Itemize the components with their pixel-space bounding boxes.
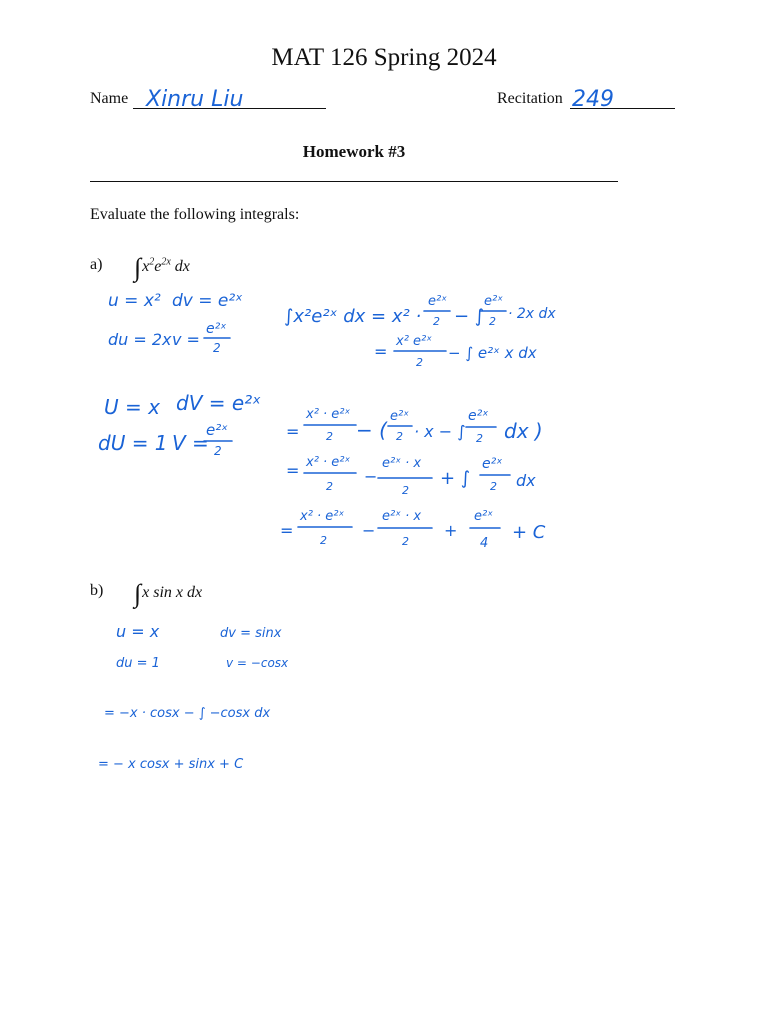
a-line1-den2: 2 [489,315,496,328]
a-v2-den: 2 [214,444,222,458]
instructions: Evaluate the following integrals: [90,206,300,223]
recitation-label: Recitation [497,90,563,107]
a-line3-num: x² · e²ˣ [306,407,351,422]
integrand-xsinx: x sin x [142,584,183,601]
a-line3-eq: = [286,422,300,441]
a-line2-tail: − ∫ e²ˣ x dx [448,344,537,362]
a-v1-left: v = [172,330,200,349]
a-line4-mid: − [364,467,378,486]
a-line5-eq: = [280,521,294,540]
a-v2-num: e²ˣ [206,421,228,439]
a-du2: dU = 1 [98,431,168,455]
a-line4-den3: 2 [490,480,497,493]
a-line1-left: ∫x²e²ˣ dx = x² · [284,306,422,327]
a-line5-num2: e²ˣ · x [382,509,422,524]
a-line1-den: 2 [433,315,440,328]
a-u2: U = x [104,395,160,419]
a-line3-den: 2 [326,430,333,443]
a-line3-den3: 2 [476,432,483,445]
a-line1-mid: − ∫ [454,306,485,327]
a-u1: u = x² [108,291,161,311]
power-1: 2 [149,256,155,268]
a-line4-num3: e²ˣ [482,456,503,472]
a-line5-mid: − [362,521,376,540]
a-line2-num: x² e²ˣ [396,334,433,349]
a-line4-eq: = [286,461,300,480]
a-line4-num2: e²ˣ · x [382,456,422,471]
b-line1: = −x · cosx − ∫ −cosx dx [104,706,271,721]
integrand-dx: dx [170,258,190,275]
a-line1-tail: · 2x dx [508,306,556,322]
integrand-x: x [142,258,150,275]
a-line4-num: x² · e²ˣ [306,455,351,470]
a-v1-den: 2 [213,341,221,355]
a-line5-num3: e²ˣ [474,509,493,524]
a-line1-num2: e²ˣ [484,294,503,309]
b-u: u = x [116,622,160,641]
integrand-dx: dx [183,584,203,601]
a-line3-num3: e²ˣ [468,408,489,424]
b-dv: dv = sinx [220,626,282,641]
name-label: Name [90,90,129,107]
a-line2-eq: = [374,342,388,361]
b-line2: = − x cosx + sinx + C [98,757,244,772]
a-line4-den: 2 [326,480,333,493]
recitation-value: 249 [572,87,614,112]
a-dv1: dv = e²ˣ [172,291,243,311]
question-a-label: a) [90,256,103,273]
a-v1-num: e²ˣ [206,321,227,337]
a-line5-mid2: + [444,521,458,540]
integral-sign-icon: ∫ [134,579,142,608]
a-line3-num2: e²ˣ [390,409,409,424]
name-value: Xinru Liu [146,87,244,112]
a-line4-den2: 2 [402,484,409,497]
page-title: MAT 126 Spring 2024 [271,44,497,71]
b-v: v = −cosx [226,656,289,670]
a-line3-mid2: · x − ∫ [414,422,466,441]
a-dv2: dV = e²ˣ [176,391,262,415]
a-line5-tail: + C [512,522,546,543]
power-2: 2x [161,256,171,268]
a-line5-num: x² · e²ˣ [300,509,345,524]
homework-title: Homework #3 [302,142,406,161]
question-b-label: b) [90,582,104,599]
a-du1: du = 2x [108,330,172,349]
b-du: du = 1 [116,656,160,671]
a-line2-den: 2 [416,356,423,369]
a-line3-den2: 2 [396,430,403,443]
a-line3-tail: dx ) [504,419,543,443]
a-v2-left: V = [172,431,209,455]
a-line3-mid: − ( [356,418,387,442]
integral-sign-icon: ∫ [134,253,142,282]
a-line5-den: 2 [320,534,327,547]
a-line5-den2: 2 [402,535,409,548]
integrand-e: e [154,258,162,275]
a-line4-mid2: + ∫ [440,468,471,489]
a-line1-num: e²ˣ [428,294,447,309]
a-line4-tail: dx [516,471,536,490]
a-line5-den3: 4 [480,536,489,551]
